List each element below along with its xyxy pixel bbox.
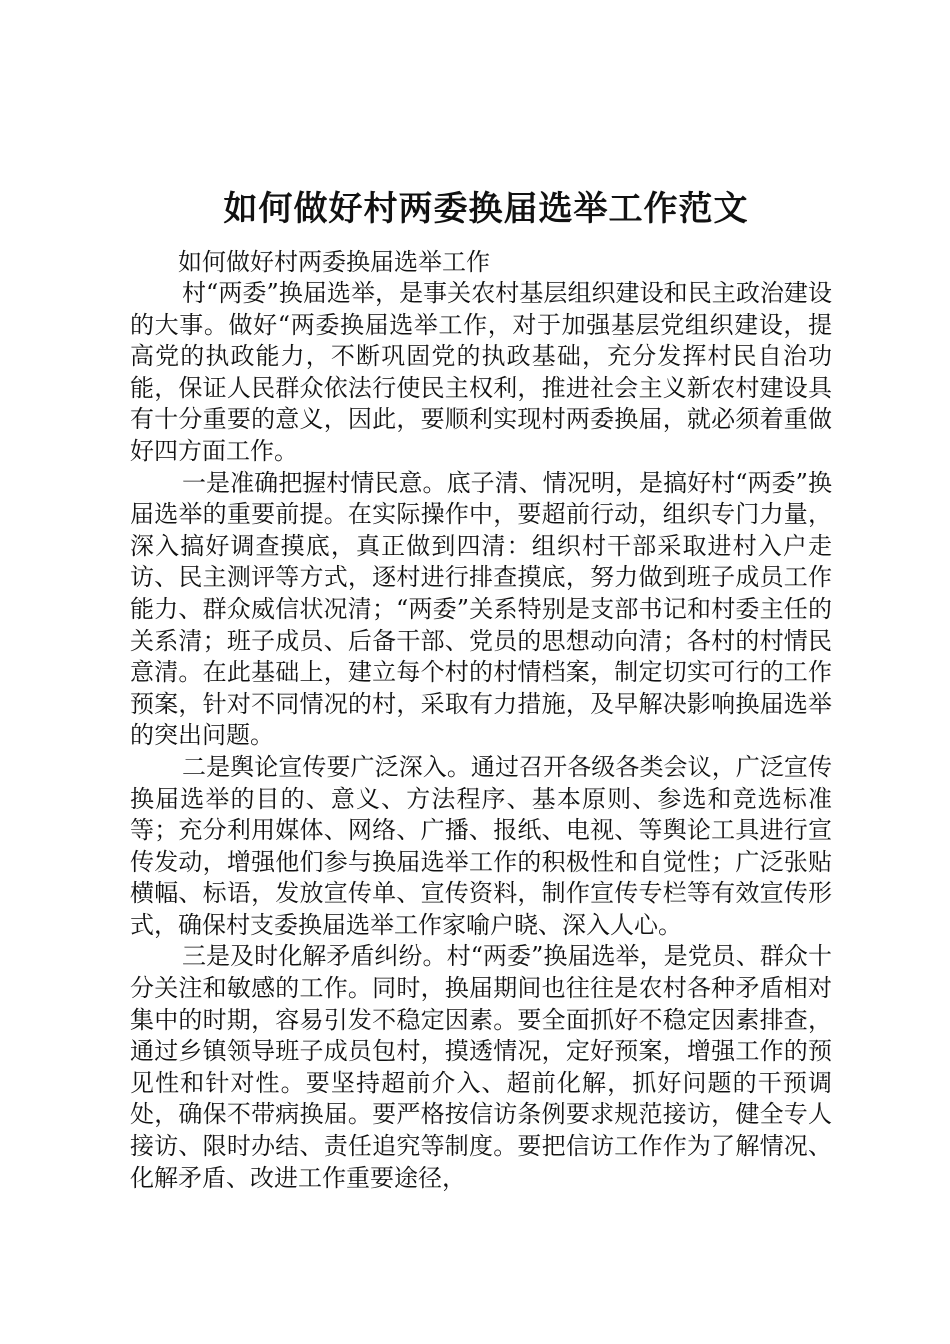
- paragraph-point-one: 一是准确把握村情民意。底子清、情况明，是搞好村“两委”换届选举的重要前提。在实际操作中，要超前行动，组织专门力量，深入搞好调查摸底，真正做到四清：组织村干部采取进村入户走访、民主测评等方式，逐村进行排查摸底，努力做到班子成员工作能力、群众威信状况清；“两委”关系特别是支部书记和村委主任的关系清；班子成员、后备干部、党员的思想动向清；各村的村情民意清。在此基础上，建立每个村的村情档案，制定切实可行的工作预案，针对不同情况的村，采取有力措施，及早解决影响换届选举的突出问题。: [130, 468, 832, 750]
- document-title: 如何做好村两委换届选举工作范文: [223, 189, 749, 229]
- paragraph-intro: 村“两委”换届选举，是事关农村基层组织建设和民主政治建设的大事。做好“两委换届选举工作，对于加强基层党组织建设，提高党的执政能力，不断巩固党的执政基础，充分发挥村民自治功能，保证人民群众依法行使民主权利，推进社会主义新农村建设具有十分重要的意义，因此，要顺利实现村两委换届，就必须着重做好四方面工作。: [130, 279, 832, 465]
- document-page: [130, 185, 832, 1194]
- document-subtitle: 如何做好村两委换届选举工作: [178, 248, 490, 276]
- paragraph-point-two: 二是舆论宣传要广泛深入。通过召开各级各类会议，广泛宣传换届选举的目的、意义、方法程序、基本原则、参选和竞选标准等；充分利用媒体、网络、广播、报纸、电视、等舆论工具进行宣传发动，增强他们参与换届选举工作的积极性和自觉性；广泛张贴横幅、标语，发放宣传单、宣传资料，制作宣传专栏等有效宣传形式，确保村支委换届选举工作家喻户晓、深入人心。: [130, 752, 832, 939]
- paragraph-point-three: 三是及时化解矛盾纠纷。村“两委”换届选举，是党员、群众十分关注和敏感的工作。同时，换届期间也往往是农村各种矛盾相对集中的时期，容易引发不稳定因素。要全面抓好不稳定因素排查，通过乡镇领导班子成员包村，摸透情况，定好预案，增强工作的预见性和针对性。要坚持超前介入、超前化解，抓好问题的干预调处，确保不带病换届。要严格按信访条例要求规范接访，健全专人接访、限时办结、责任追究等制度。要把信访工作作为了解情况、化解矛盾、改进工作重要途径，: [130, 942, 832, 1192]
